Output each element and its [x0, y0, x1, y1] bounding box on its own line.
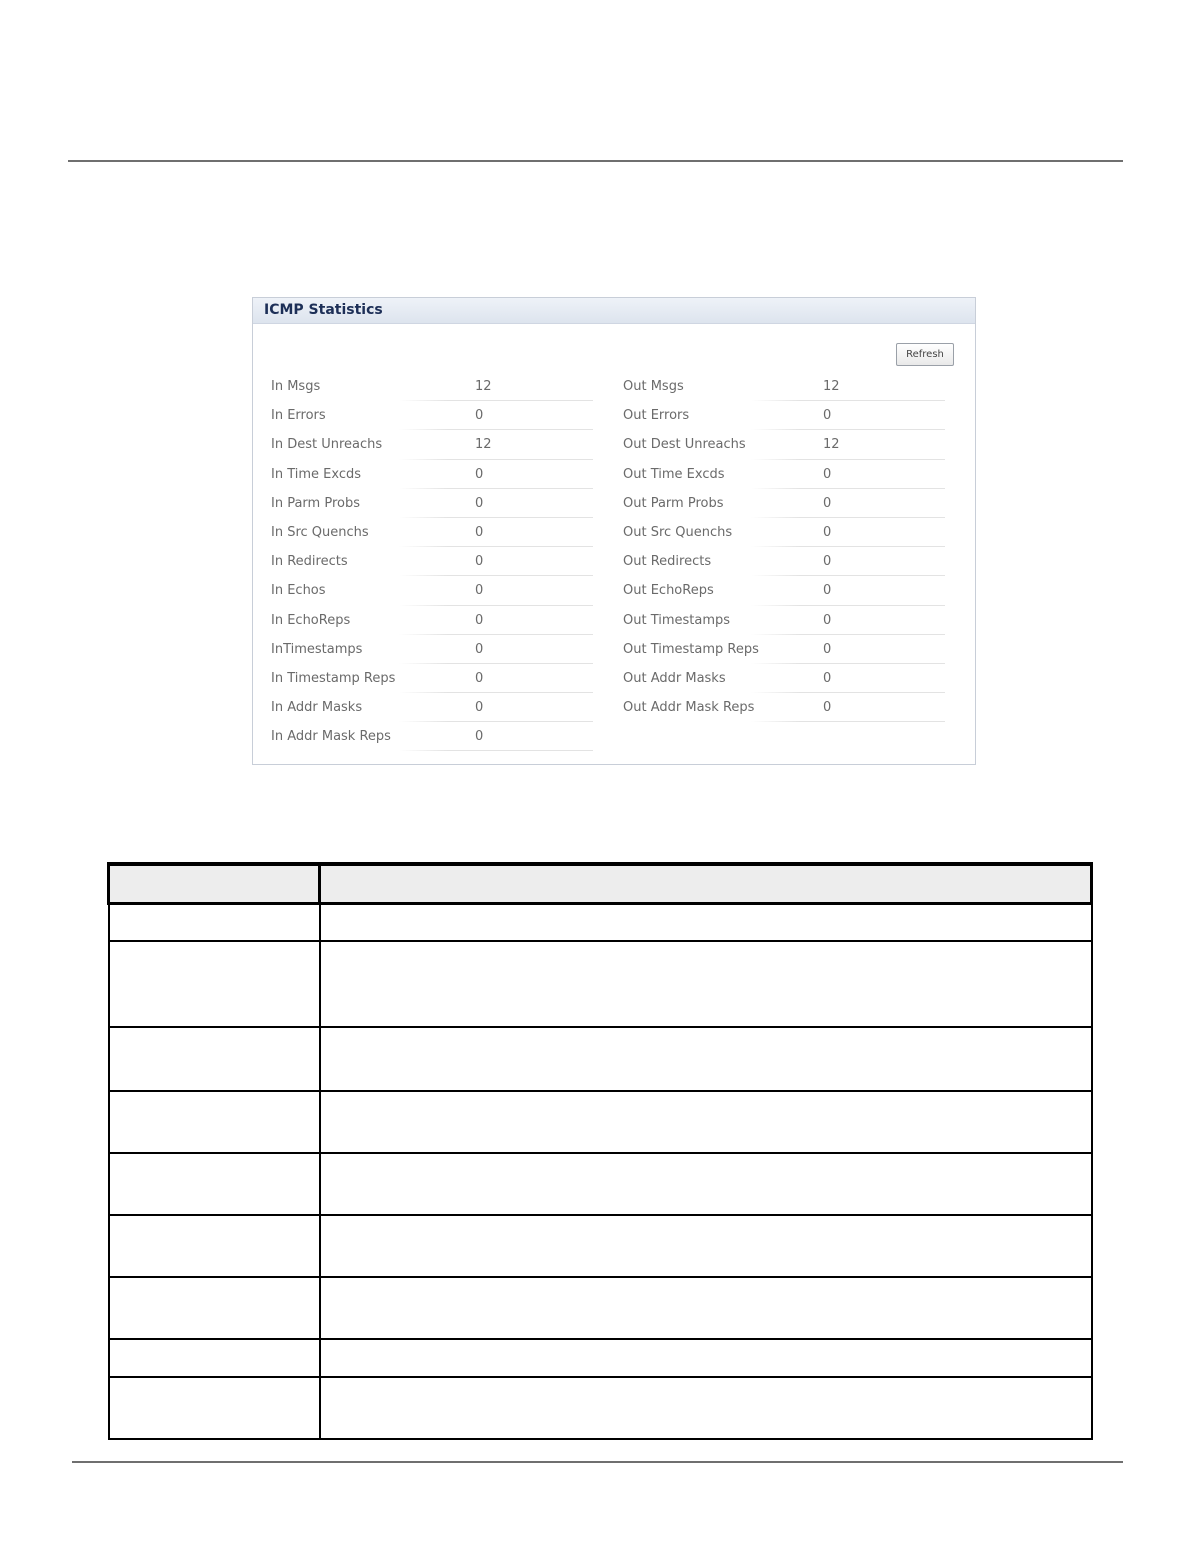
description-cell	[320, 904, 1092, 941]
inbound-stat-label: In Addr Mask Reps	[271, 729, 391, 745]
table-header-row	[109, 864, 1092, 904]
inbound-stat-label: In EchoReps	[271, 612, 351, 628]
object-cell	[109, 904, 320, 941]
outbound-stat-value: 12	[823, 379, 840, 394]
outbound-stat-value: 0	[823, 670, 832, 686]
icmp-statistics-panel	[252, 297, 976, 765]
outbound-stats	[621, 372, 945, 722]
inbound-stat-label: In Echos	[271, 583, 326, 599]
object-cell	[109, 1091, 320, 1153]
inbound-stat-row	[269, 401, 593, 430]
inbound-stat-value: 0	[475, 612, 484, 628]
inbound-stat-value: 0	[475, 729, 484, 745]
inbound-stat-value: 12	[475, 379, 492, 394]
outbound-stat-label: Out Msgs	[623, 379, 684, 394]
table-row	[109, 904, 1092, 941]
description-cell	[320, 1377, 1092, 1439]
table-row	[109, 1153, 1092, 1215]
header-cell-description	[320, 864, 1092, 904]
inbound-stat-row	[269, 722, 593, 751]
table-row	[109, 1277, 1092, 1339]
inbound-stat-row	[269, 547, 593, 576]
outbound-stat-row	[621, 489, 945, 518]
inbound-stat-row	[269, 693, 593, 722]
outbound-stat-value: 12	[823, 437, 840, 453]
inbound-stat-value: 0	[475, 466, 484, 482]
inbound-stat-row	[269, 372, 593, 401]
table-row	[109, 1027, 1092, 1091]
inbound-stat-row	[269, 576, 593, 605]
outbound-stat-value: 0	[823, 700, 832, 716]
inbound-stat-value: 0	[475, 641, 484, 657]
outbound-stat-row	[621, 518, 945, 547]
outbound-stat-row	[621, 372, 945, 401]
inbound-stat-value: 12	[475, 437, 492, 453]
outbound-stat-row	[621, 664, 945, 693]
outbound-stat-label: Out EchoReps	[623, 583, 714, 599]
inbound-stat-value: 0	[475, 670, 484, 686]
inbound-stat-value: 0	[475, 700, 484, 716]
outbound-stat-label: Out Errors	[623, 408, 690, 424]
inbound-stat-value: 0	[475, 495, 484, 511]
description-cell	[320, 1215, 1092, 1277]
outbound-stat-row	[621, 635, 945, 664]
table-row	[109, 1377, 1092, 1439]
inbound-stat-label: In Addr Masks	[271, 700, 363, 716]
outbound-stat-label: Out Addr Masks	[623, 670, 726, 686]
refresh-button[interactable]: Refresh	[896, 343, 954, 366]
outbound-stat-row	[621, 606, 945, 635]
outbound-stat-value: 0	[823, 612, 832, 628]
description-cell	[320, 1027, 1092, 1091]
outbound-stat-value: 0	[823, 408, 832, 424]
inbound-stat-label: In Errors	[271, 408, 326, 424]
outbound-stat-value: 0	[823, 524, 832, 540]
header-cell-object	[109, 864, 320, 904]
panel-title: ICMP Statistics	[264, 302, 383, 318]
object-cell	[109, 941, 320, 1027]
outbound-stat-row	[621, 547, 945, 576]
outbound-stat-value: 0	[823, 554, 832, 570]
description-cell	[320, 1339, 1092, 1377]
outbound-stat-value: 0	[823, 641, 832, 657]
row-divider	[751, 721, 945, 722]
bottom-rule	[72, 1461, 1123, 1463]
object-cell	[109, 1377, 320, 1439]
inbound-stat-value: 0	[475, 583, 484, 599]
table-row	[109, 1339, 1092, 1377]
description-cell	[320, 1153, 1092, 1215]
table-row	[109, 941, 1092, 1027]
inbound-stat-row	[269, 606, 593, 635]
table-row	[109, 1215, 1092, 1277]
object-cell	[109, 1027, 320, 1091]
row-divider	[399, 750, 593, 751]
outbound-stat-row	[621, 693, 945, 722]
outbound-stat-label: Out Dest Unreachs	[623, 437, 746, 453]
object-cell	[109, 1215, 320, 1277]
inbound-stat-row	[269, 635, 593, 664]
inbound-stat-label: InTimestamps	[271, 641, 363, 657]
outbound-stat-row	[621, 576, 945, 605]
inbound-stat-row	[269, 430, 593, 459]
table-row	[109, 1091, 1092, 1153]
outbound-stat-value: 0	[823, 466, 832, 482]
outbound-stat-label: Out Timestamps	[623, 612, 731, 628]
inbound-stat-value: 0	[475, 554, 484, 570]
outbound-stat-label: Out Time Excds	[623, 466, 725, 482]
outbound-stat-row	[621, 460, 945, 489]
inbound-stat-value: 0	[475, 524, 484, 540]
object-cell	[109, 1339, 320, 1377]
inbound-stat-label: In Time Excds	[271, 466, 362, 482]
outbound-stat-value: 0	[823, 583, 832, 599]
inbound-stat-label: In Parm Probs	[271, 495, 360, 511]
inbound-stat-row	[269, 460, 593, 489]
top-rule	[68, 160, 1123, 162]
inbound-stats	[269, 372, 593, 751]
inbound-stat-label: In Timestamp Reps	[271, 670, 396, 686]
panel-header	[253, 298, 975, 324]
outbound-stat-row	[621, 430, 945, 459]
description-cell	[320, 941, 1092, 1027]
inbound-stat-row	[269, 664, 593, 693]
inbound-stat-label: In Dest Unreachs	[271, 437, 383, 453]
inbound-stat-row	[269, 518, 593, 547]
inbound-stat-value: 0	[475, 408, 484, 424]
inbound-stat-label: In Msgs	[271, 379, 321, 394]
outbound-stat-label: Out Parm Probs	[623, 495, 724, 511]
inbound-stat-row	[269, 489, 593, 518]
object-cell	[109, 1153, 320, 1215]
outbound-stat-value: 0	[823, 495, 832, 511]
description-cell	[320, 1091, 1092, 1153]
inbound-stat-label: In Src Quenchs	[271, 524, 369, 540]
outbound-stat-label: Out Timestamp Reps	[623, 641, 759, 657]
outbound-stat-label: Out Src Quenchs	[623, 524, 733, 540]
outbound-stat-label: Out Redirects	[623, 554, 712, 570]
description-table	[107, 862, 1093, 1440]
description-cell	[320, 1277, 1092, 1339]
inbound-stat-label: In Redirects	[271, 554, 348, 570]
outbound-stat-row	[621, 401, 945, 430]
object-cell	[109, 1277, 320, 1339]
outbound-stat-label: Out Addr Mask Reps	[623, 700, 755, 716]
